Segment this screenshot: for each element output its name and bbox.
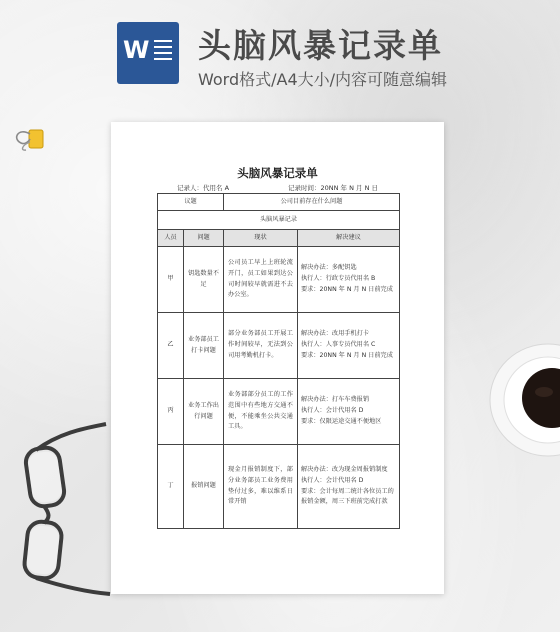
page-subtitle: Word格式/A4大小/内容可随意编辑: [198, 70, 448, 89]
topic-row: [158, 194, 400, 211]
person-cell: 丁: [158, 445, 184, 529]
document-page: [111, 122, 444, 594]
topic-value: 公司目前存在什么问题: [224, 194, 400, 211]
status-cell: 部分业务部员工开展工作时间较早，无法到公司用考勤机打卡。: [224, 313, 298, 379]
column-header: 解决建议: [298, 230, 400, 247]
solution-line: 解决办法：改用手机打卡: [301, 330, 370, 338]
column-header-row: [158, 230, 400, 247]
topic-label: 议题: [158, 194, 224, 211]
record-table: [157, 193, 400, 529]
table-row: [158, 247, 400, 313]
table-row: [158, 313, 400, 379]
status-cell: 现金月报销制度下，部分业务部员工业务费用垫付过多，难以维系日常开销: [224, 445, 298, 529]
coffee-cup-icon: [486, 340, 560, 458]
word-logo: [117, 22, 179, 84]
suggestion-cell: [298, 379, 400, 445]
recorder-label: 记录人：代用名 A: [177, 184, 230, 192]
person-cell: 甲: [158, 247, 184, 313]
solution-line: 解决办法：多配钥匙: [301, 264, 357, 272]
document-lines-icon: [154, 40, 172, 64]
problem-cell: 业务工作出行问题: [184, 379, 224, 445]
requirement-line: 要求：20NN 年 N 月 N 日前完成: [301, 285, 393, 293]
requirement-line: 要求：仅限运途交通不便地区: [301, 417, 382, 425]
table-row: [158, 379, 400, 445]
executor-line: 执行人：行政专员代用名 B: [301, 275, 376, 283]
binder-clip-icon: [12, 125, 46, 153]
table-row: [158, 445, 400, 529]
person-cell: 丙: [158, 379, 184, 445]
status-cell: 公司员工早上上班轮流开门，员工如果到达公司时间较早就需进不去办公室。: [224, 247, 298, 313]
status-cell: 业务部部分员工的工作范围中有些地方交通不便，不能乘坐公共交通工具。: [224, 379, 298, 445]
section-row: [158, 211, 400, 230]
column-header: 问题: [184, 230, 224, 247]
solution-line: 解决办法：打车车费报销: [301, 396, 370, 404]
glasses-icon: [6, 422, 114, 597]
suggestion-cell: [298, 445, 400, 529]
suggestion-cell: [298, 313, 400, 379]
requirement-line: 要求：20NN 年 N 月 N 日前完成: [301, 351, 393, 359]
record-time-label: 记录时间：20NN 年 N 月 N 日: [288, 184, 379, 192]
solution-line: 解决办法：改为现金周报销制度: [301, 465, 388, 473]
column-header: 现状: [224, 230, 298, 247]
section-title: 头脑风暴记录: [158, 211, 400, 230]
problem-cell: 报销问题: [184, 445, 224, 529]
suggestion-cell: [298, 247, 400, 313]
problem-cell: 业务部员工打卡问题: [184, 313, 224, 379]
word-logo-letter: W: [123, 36, 150, 64]
executor-line: 执行人：会计代用名 D: [301, 476, 364, 484]
column-header: 人员: [158, 230, 184, 247]
problem-cell: 钥匙数量不足: [184, 247, 224, 313]
page-title: 头脑风暴记录单: [198, 26, 443, 65]
requirement-line: 要求：会计每周二统计各位员工的报销金额，周三下班前完成打款: [301, 487, 394, 506]
person-cell: 乙: [158, 313, 184, 379]
executor-line: 执行人：人事专员代用名 C: [301, 341, 376, 349]
document-title: 头脑风暴记录单: [237, 166, 318, 180]
executor-line: 执行人：会计代用名 D: [301, 407, 364, 415]
